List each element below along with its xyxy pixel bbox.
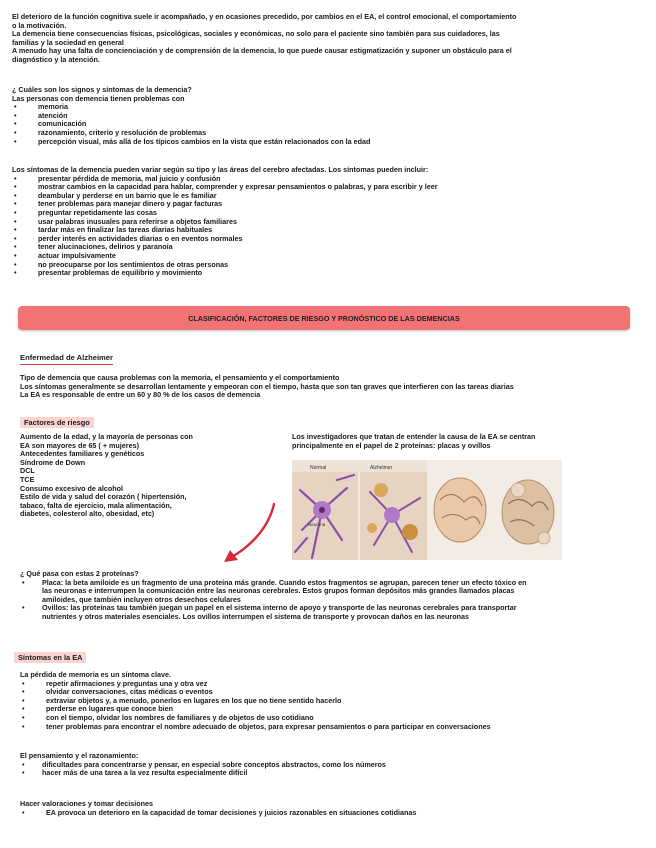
judgement-list bbox=[20, 809, 640, 818]
list-item: • comunicación bbox=[12, 120, 648, 129]
curved-arrow-icon bbox=[218, 500, 282, 570]
signs-question: ¿ Cuáles son los signos y síntomas de la demencia? bbox=[12, 85, 192, 94]
label-neuron: Neurona bbox=[308, 522, 326, 527]
intro-line: diagnóstico y la atención. bbox=[12, 54, 100, 64]
list-item: • percepción visual, más allá de los típicos cambios en la vista que están relacionados con la edad bbox=[12, 138, 648, 147]
ea-heading-wrap bbox=[14, 647, 86, 665]
judgement-section bbox=[20, 800, 640, 817]
memory-lead: La pérdida de memoria es un síntoma clave. bbox=[20, 670, 171, 679]
risk-line: tabaco, falta de ejercicio, mala alimentación, bbox=[20, 500, 172, 510]
list-item bbox=[20, 579, 640, 605]
list-item: • atención bbox=[12, 112, 648, 121]
placa-line: • Placa: la beta amiloide es un fragmento de una proteína más grande. Cuando estos fragmentos se agrupan, parecen tener un efecto tóxico en bbox=[42, 577, 527, 587]
risk-heading: Factores de riesgo bbox=[20, 417, 94, 428]
list-item: • razonamiento, criterio y resolución de problemas bbox=[12, 129, 648, 138]
neuron-illustration-svg bbox=[292, 460, 562, 560]
list-item: • olvidar conversaciones, citas médicas o eventos bbox=[20, 688, 640, 697]
list-item: • memoria bbox=[12, 103, 648, 112]
list-item: • mostrar cambios en la capacidad para hablar, comprender y expresar pensamientos o palabras, y para escribir y leer bbox=[12, 183, 648, 192]
neuron-illustration bbox=[292, 460, 562, 560]
list-item: • tener problemas para manejar dinero y pagar facturas bbox=[12, 200, 648, 209]
intro-line: El deterioro de la función cognitiva suele ir acompañado, y en ocasiones precedido, por cambios en el EA, el control emocional, el comportamiento bbox=[12, 12, 517, 21]
list-item: • repetir afirmaciones y preguntas una y otra vez bbox=[20, 680, 640, 689]
intro-line: La demencia tiene consecuencias físicas, psicológicas, sociales y económicas, no solo para el paciente sino también para sus cuidadores, las bbox=[12, 29, 500, 39]
research-line: Los investigadores que tratan de entender la causa de la EA se centran bbox=[292, 432, 536, 441]
list-item: • EA provoca un deterioro en la capacidad de tomar decisiones y juicios razonables en situaciones cotidianas bbox=[20, 809, 640, 818]
list-item: • tener problemas para encontrar el nombre adecuado de objetos, para expresar pensamientos o para participar en conversaciones bbox=[20, 723, 640, 732]
research-note bbox=[292, 433, 612, 450]
thinking-list bbox=[20, 761, 640, 778]
intro-line: A menudo hay una falta de concienciación y de comprensión de la demencia, lo que puede causar estigmatización y suponer un obstáculo para el bbox=[12, 46, 512, 56]
alzheimer-line: La EA es responsable de entre un 60 y 80 % de los casos de demencia bbox=[20, 390, 261, 400]
list-item: • perderse en lugares que conoce bien bbox=[20, 705, 640, 714]
risk-line: TCE bbox=[20, 474, 35, 484]
list-item: • presentar problemas de equilibrio y movimiento bbox=[12, 269, 648, 278]
symptoms-list bbox=[12, 175, 648, 278]
risk-line: Aumento de la edad, y la mayoría de personas con bbox=[20, 432, 193, 441]
signs-section bbox=[12, 86, 648, 146]
list-item: • actuar impulsivamente bbox=[12, 252, 648, 261]
signs-list bbox=[12, 103, 648, 146]
risk-heading-wrap bbox=[20, 412, 94, 430]
alzheimer-heading: Enfermedad de Alzheimer bbox=[20, 353, 113, 365]
thinking-lead: El pensamiento y el razonamiento: bbox=[20, 751, 139, 760]
label-alzheimer: Alzheimer bbox=[370, 465, 393, 471]
list-item: • tardar más en finalizar las tareas diarias habituales bbox=[12, 226, 648, 235]
alzheimer-section bbox=[20, 347, 640, 400]
list-item: • dificultades para concentrarse y pensar, en especial sobre conceptos abstractos, como los números bbox=[20, 761, 640, 770]
intro-paragraph bbox=[12, 13, 648, 65]
placa-line: las neuronas e interrumpen la comunicación entre las neuronas cerebrales. Estos grupos forman depósitos más grandes llamados placas bbox=[42, 586, 515, 596]
ovillos-line: • Ovillos: las proteínas tau también juegan un papel en el sistema interno de apoyo y transporte de las neuronas cerebrales para transportar bbox=[42, 603, 517, 613]
risk-line: Consumo excesivo de alcohol bbox=[20, 483, 124, 493]
list-item bbox=[20, 604, 640, 621]
list-item: • con el tiempo, olvidar los nombres de familiares y de objetos de uso cotidiano bbox=[20, 714, 640, 723]
label-normal: Normal bbox=[310, 465, 327, 471]
thinking-section bbox=[20, 752, 640, 778]
ovillos-line: nutrientes y otros materiales esenciales. Los ovillos interrumpen el sistema de transporte y provocan daños en las neuronas bbox=[42, 611, 469, 621]
proteins-question: ¿ Qué pasa con estas 2 proteínas? bbox=[20, 569, 139, 578]
placa-line: amiloides, que también incluyen otros desechos celulares bbox=[42, 594, 241, 604]
list-item: • hacer más de una tarea a la vez resulta especialmente difícil bbox=[20, 769, 640, 778]
proteins-list bbox=[20, 579, 640, 622]
intro-line: familias y la sociedad en general bbox=[12, 37, 124, 47]
risk-line: EA son mayores de 65 ( + mujeres) bbox=[20, 440, 139, 450]
proteins-section bbox=[20, 570, 640, 622]
research-line: principalmente en el papel de 2 proteínas: placas y ovillos bbox=[292, 440, 491, 450]
symptoms-lead: Los síntomas de la demencia pueden variar según su tipo y las áreas del cerebro afectadas. Los síntomas pueden incluir: bbox=[12, 165, 429, 174]
risk-line: Estilo de vida y salud del corazón ( hipertensión, bbox=[20, 492, 187, 502]
intro-line: o la motivación. bbox=[12, 20, 67, 30]
symptoms-section bbox=[12, 166, 648, 278]
list-item: • tener alucinaciones, delirios y paranoia bbox=[12, 243, 648, 252]
memory-section bbox=[20, 671, 640, 731]
ea-symptoms-heading: Síntomas en la EA bbox=[14, 652, 86, 663]
risk-line: DCL bbox=[20, 466, 35, 476]
signs-lead: Las personas con demencia tienen problemas con bbox=[12, 93, 185, 103]
judgement-lead: Hacer valoraciones y tomar decisiones bbox=[20, 799, 154, 808]
section-banner: CLASIFICACIÓN, FACTORES DE RIESGO Y PRONÓSTICO DE LAS DEMENCIAS bbox=[18, 306, 630, 330]
list-item: • usar palabras inusuales para referirse a objetos familiares bbox=[12, 218, 648, 227]
alzheimer-line: Tipo de demencia que causa problemas con la memoria, el pensamiento y el comportamiento bbox=[20, 373, 340, 382]
risk-line: Antecedentes familiares y genéticos bbox=[20, 449, 145, 459]
list-item: • extraviar objetos y, a menudo, ponerlos en lugares en los que no tiene sentido hacerlo bbox=[20, 697, 640, 706]
list-item: • deambular y perderse en un barrio que le es familiar bbox=[12, 192, 648, 201]
alzheimer-line: Los síntomas generalmente se desarrollan lentamente y empeoran con el tiempo, hasta que son tan graves que interfieren con las tareas diarias bbox=[20, 381, 514, 391]
risk-line: diabetes, colesterol alto, obesidad, etc) bbox=[20, 509, 155, 519]
list-item: • preguntar repetidamente las cosas bbox=[12, 209, 648, 218]
list-item: • presentar pérdida de memoria, mal juicio y confusión bbox=[12, 175, 648, 184]
list-item: • perder interés en actividades diarias o en eventos normales bbox=[12, 235, 648, 244]
memory-list bbox=[20, 680, 640, 732]
list-item: • no preocuparse por los sentimientos de otras personas bbox=[12, 261, 648, 270]
risk-line: Síndrome de Down bbox=[20, 457, 86, 467]
